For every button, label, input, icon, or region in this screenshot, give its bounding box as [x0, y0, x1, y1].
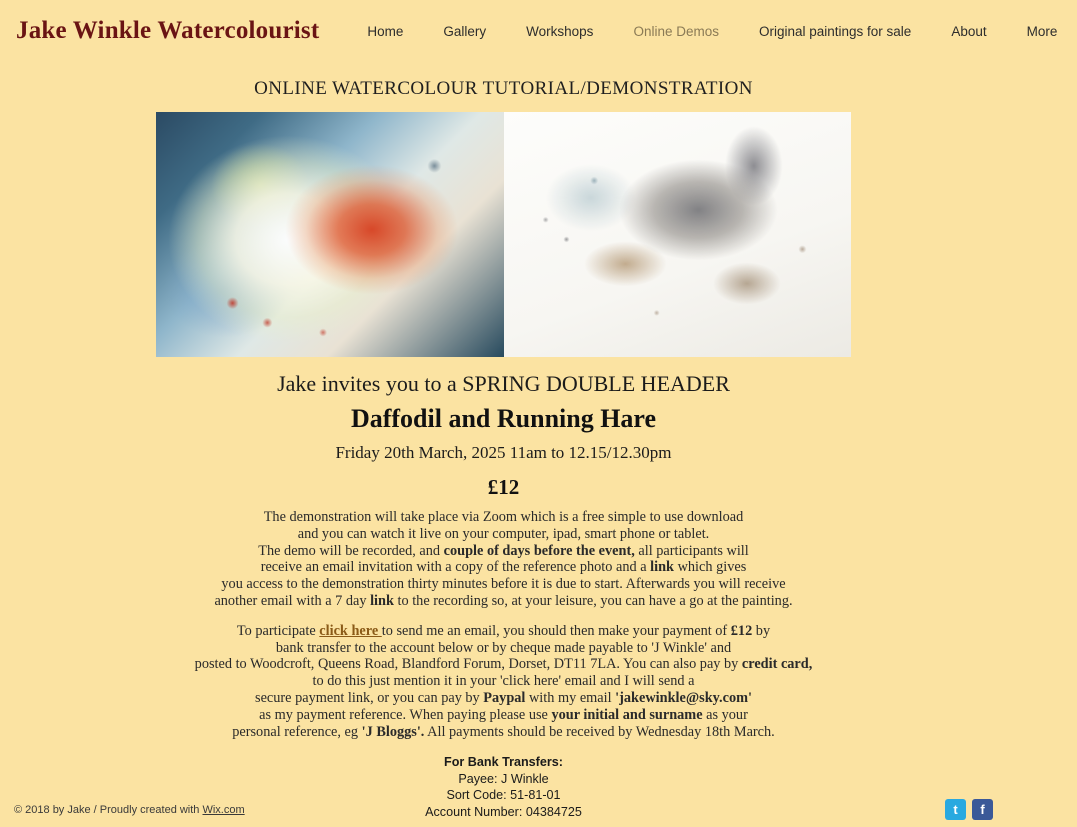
participation-line-5-a: secure payment link, or you can pay by — [255, 689, 484, 706]
participation-line-7 — [0, 724, 1007, 741]
site-header — [0, 0, 1058, 62]
description-line-6-c: to the recording so, at your leisure, you can have a go at the painting. — [393, 592, 793, 609]
description-line-1: The demonstration will take place via Zoom which is a free simple to use download — [263, 509, 744, 525]
page-title: ONLINE WATERCOLOUR TUTORIAL/DEMONSTRATION — [254, 78, 753, 99]
site-brand[interactable]: Jake Winkle Watercolourist — [16, 17, 320, 44]
description-line-6 — [0, 593, 1007, 610]
site-footer — [0, 793, 1007, 827]
description-line-3-a: The demo will be recorded, and — [258, 542, 444, 559]
nav-item-home[interactable]: Home — [367, 23, 404, 39]
demo-description — [0, 509, 1007, 740]
paypal-email: 'jakewinkle@sky.com' — [615, 689, 752, 706]
social-links — [945, 799, 993, 820]
paragraph-spacer — [0, 610, 1007, 623]
participation-line-7-c: All payments should be received by Wednesday 18th March. — [424, 723, 775, 740]
description-line-5: you access to the demonstration thirty minutes before it is due to start. Afterwards you will receive — [221, 576, 786, 593]
running-hare-painting-image — [504, 112, 852, 357]
description-line-6-bold: link — [370, 592, 394, 609]
participation-line-5-c: with my email — [525, 689, 616, 706]
demo-datetime: Friday 20th March, 2025 11am to 12.15/12.30pm — [335, 443, 672, 462]
description-line-3-bold: couple of days before the event, — [443, 542, 635, 559]
paypal-label: Paypal — [483, 689, 526, 706]
participation-line-3-bold: credit card, — [741, 656, 813, 673]
twitter-icon[interactable]: t — [945, 799, 966, 820]
page-content — [0, 62, 1007, 820]
description-line-4 — [0, 559, 1007, 576]
participation-line-2: bank transfer to the account below or by cheque made payable to 'J Winkle' and — [275, 639, 732, 656]
bank-details-title: For Bank Transfers: — [444, 755, 563, 770]
footer-copyright — [14, 804, 245, 816]
participation-price: £12 — [730, 622, 753, 639]
participation-line-6 — [0, 707, 1007, 724]
nav-item-online-demos[interactable]: Online Demos — [633, 23, 719, 39]
demo-images — [156, 112, 851, 357]
participation-line-1 — [0, 623, 1007, 640]
nav-item-original-paintings-for-sale[interactable]: Original paintings for sale — [758, 23, 912, 39]
invite-line: Jake invites you to a SPRING DOUBLE HEADER — [277, 371, 730, 396]
description-line-3 — [0, 543, 1007, 560]
bank-account-number: Account Number: 04384725 — [425, 804, 582, 819]
participation-line-7-bold: 'J Bloggs'. — [361, 723, 425, 740]
participation-line-6-c: as your — [702, 706, 748, 723]
demo-price: £12 — [487, 475, 520, 499]
participation-line-4: to do this just mention it in your 'click here' email and I will send a — [312, 673, 695, 690]
footer-copyright-text: © 2018 by Jake / Proudly created with — [14, 804, 203, 816]
participation-line-3-a: posted to Woodcroft, Queens Road, Blandford Forum, Dorset, DT11 7LA. You can also pay by — [194, 656, 742, 673]
description-line-2: and you can watch it live on your computer, ipad, smart phone or tablet. — [297, 525, 710, 542]
participation-line-1-b: to send me an email, you should then make your payment of — [381, 622, 731, 639]
participation-line-1-a: To participate — [236, 622, 320, 639]
participation-line-7-a: personal reference, eg — [232, 723, 362, 740]
daffodil-painting-image — [156, 112, 504, 357]
nav-item-workshops[interactable]: Workshops — [526, 23, 594, 39]
bank-payee: Payee: J Winkle — [458, 771, 549, 786]
description-line-4-c: which gives — [674, 559, 747, 576]
wix-link[interactable]: Wix.com — [202, 804, 245, 816]
nav-item-more[interactable]: More — [1026, 23, 1058, 39]
participation-line-6-a: as my payment reference. When paying please use — [259, 706, 552, 723]
participation-line-5 — [0, 690, 1007, 707]
bank-sort-code: Sort Code: 51-81-01 — [446, 788, 561, 803]
facebook-icon[interactable]: f — [972, 799, 993, 820]
description-line-3-c: all participants will — [634, 542, 749, 559]
main-navigation — [347, 20, 1077, 43]
demo-headline: Daffodil and Running Hare — [350, 404, 657, 433]
participation-line-6-bold: your initial and surname — [551, 706, 703, 723]
nav-item-about[interactable]: About — [951, 23, 987, 39]
description-line-4-bold: link — [650, 559, 674, 576]
nav-item-gallery[interactable]: Gallery — [443, 23, 487, 39]
participation-line-1-c: by — [752, 622, 771, 639]
description-line-6-a: another email with a 7 day — [214, 592, 371, 609]
click-here-link[interactable]: click here — [319, 622, 382, 639]
participation-line-3 — [0, 656, 1007, 673]
description-line-4-a: receive an email invitation with a copy of the reference photo and a — [260, 559, 651, 576]
